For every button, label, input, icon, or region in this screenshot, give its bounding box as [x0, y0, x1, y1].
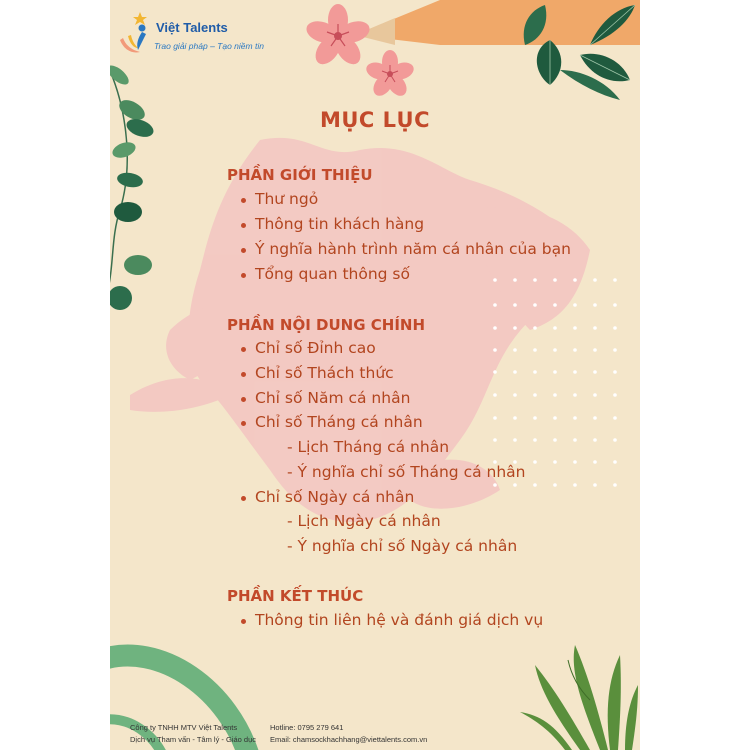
bullet-icon — [241, 372, 246, 377]
toc-item: Chỉ số Đỉnh cao — [255, 339, 376, 357]
page-title: MỤC LỤC — [319, 108, 431, 132]
toc-item: Tổng quan thông số — [255, 265, 410, 283]
bullet-icon — [241, 619, 246, 624]
bullet-icon — [241, 198, 246, 203]
document-page — [110, 0, 640, 750]
toc-item: Chỉ số Năm cá nhân — [255, 389, 410, 407]
toc-item: Ý nghĩa hành trình năm cá nhân của bạn — [255, 240, 571, 258]
pink-flower-large — [304, 4, 373, 69]
footer-services: Dịch vụ Tham vấn - Tâm lý - Giáo dục — [130, 735, 257, 744]
toc-item: Chỉ số Tháng cá nhân — [255, 413, 423, 431]
section-heading-intro: PHẦN GIỚI THIỆU — [227, 166, 373, 184]
footer-hotline: Hotline: 0795 279 641 — [270, 723, 344, 732]
bullet-icon — [241, 421, 246, 426]
grass-bottom-right — [520, 645, 638, 750]
footer-company: Công ty TNHH MTV Việt Talents — [130, 723, 238, 732]
toc-item: Thư ngỏ — [255, 190, 318, 208]
toc-subitem: - Lịch Ngày cá nhân — [287, 512, 441, 530]
logo-tagline: Trao giải pháp – Tạo niềm tin — [154, 41, 264, 51]
vine-left — [110, 60, 156, 310]
bullet-icon — [241, 248, 246, 253]
logo-name: Việt Talents — [156, 20, 228, 35]
toc-item: Chỉ số Ngày cá nhân — [255, 488, 414, 506]
bullet-icon — [241, 347, 246, 352]
pink-flower-small — [364, 50, 416, 99]
toc-item: Chỉ số Thách thức — [255, 364, 394, 382]
bullet-icon — [241, 223, 246, 228]
bullet-icon — [241, 397, 246, 402]
bullet-icon — [241, 496, 246, 501]
footer-email: Email: chamsockhachhang@viettalents.com.vn — [270, 735, 428, 744]
section-heading-main: PHẦN NỘI DUNG CHÍNH — [227, 316, 426, 334]
toc-item: Thông tin liên hệ và đánh giá dịch vụ — [255, 611, 543, 629]
toc-subitem: - Ý nghĩa chỉ số Tháng cá nhân — [287, 463, 526, 481]
toc-subitem: - Ý nghĩa chỉ số Ngày cá nhân — [287, 537, 518, 555]
toc-item: Thông tin khách hàng — [255, 215, 424, 233]
section-heading-end: PHẦN KẾT THÚC — [227, 587, 364, 605]
logo-figure-icon — [118, 10, 152, 54]
toc-subitem: - Lịch Tháng cá nhân — [287, 438, 450, 456]
company-logo — [118, 6, 278, 56]
bullet-icon — [241, 273, 246, 278]
